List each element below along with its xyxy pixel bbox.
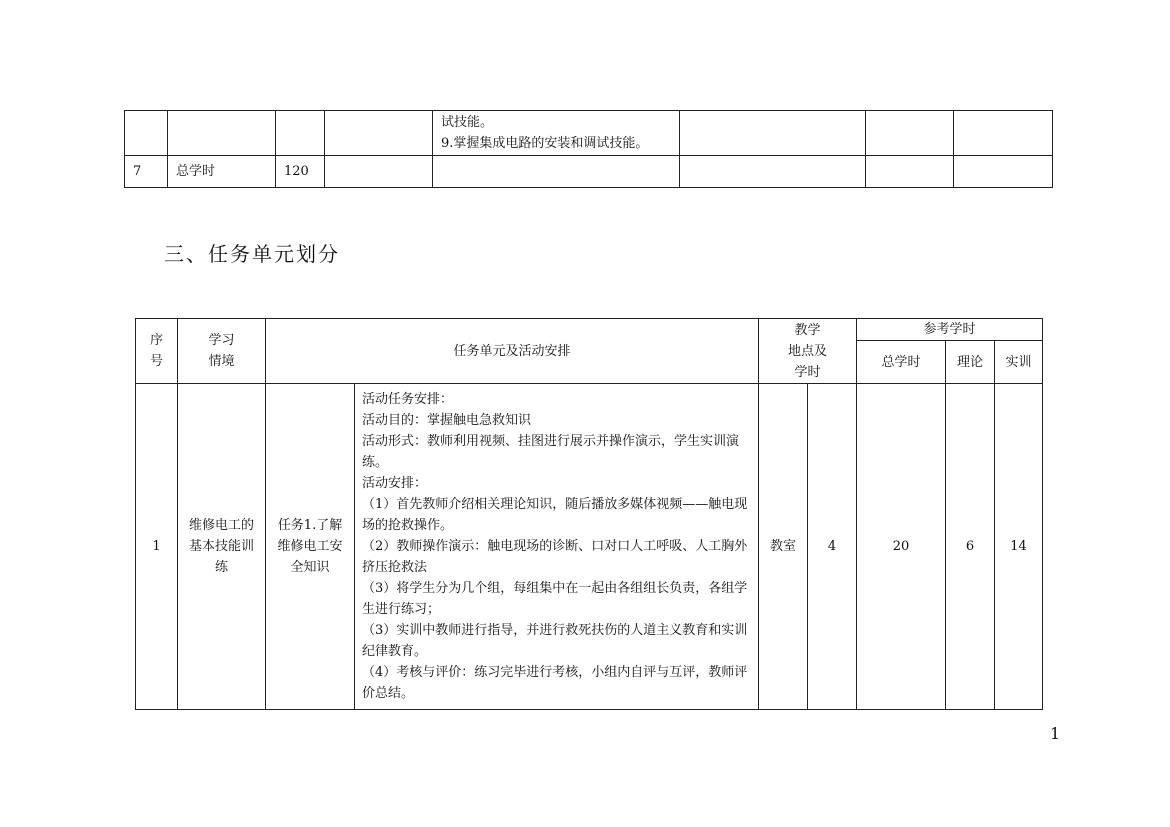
learning-context: 维修电工的基本技能训练 [178, 384, 266, 710]
activity-line: 活动目的：掌握触电急救知识 [362, 413, 532, 428]
activity-line: 活动形式：教师利用视频、挂图进行展示并操作演示，学生实训演练。 [362, 434, 740, 470]
activity-line: （4）考核与评价：练习完毕进行考核，小组内自评与互评，教师评价总结。 [362, 665, 748, 701]
page-number: 1 [1050, 724, 1061, 743]
header-ref-hours: 参考学时 [857, 319, 1043, 341]
total-hours: 20 [857, 384, 946, 710]
task-name: 任务1.了解维修电工安全知识 [266, 384, 355, 710]
ability-cell [433, 111, 680, 156]
activity-line: （3）将学生分为几个组，每组集中在一起由各组组长负责，各组学生进行练习； [362, 581, 748, 617]
header-context: 学习 情境 [178, 319, 266, 384]
row-index: 7 [125, 156, 168, 188]
total-hours-label: 总学时 [168, 156, 276, 188]
practice-hours: 14 [995, 384, 1043, 710]
location-hours: 4 [808, 384, 857, 710]
activity-line: 活动安排： [362, 476, 428, 491]
activity-line: （1）首先教师介绍相关理论知识，随后播放多媒体视频——触电现场的抢救操作。 [362, 497, 748, 533]
activity-line: （3）实训中教师进行指导，并进行救死扶伤的人道主义教育和实训纪律教育。 [362, 623, 748, 659]
header-row [136, 319, 1043, 341]
activity-line: （2）教师操作演示：触电现场的诊断、口对口人工呼吸、人工胸外挤压抢救法 [362, 539, 748, 575]
ability-line: 试技能。 [441, 115, 494, 130]
location: 教室 [759, 384, 808, 710]
previous-course-table [124, 110, 1053, 188]
activity-line: 活动任务安排： [362, 392, 454, 407]
table-row [136, 384, 1043, 710]
section-heading: 三、任务单元划分 [164, 242, 340, 266]
header-practice: 实训 [995, 341, 1043, 384]
table-row [125, 156, 1053, 188]
ability-line: 9.掌握集成电路的安装和调试技能。 [441, 136, 649, 151]
header-theory: 理论 [946, 341, 995, 384]
theory-hours: 6 [946, 384, 995, 710]
header-tasks: 任务单元及活动安排 [266, 319, 759, 384]
total-hours-value: 120 [276, 156, 325, 188]
activity-cell [355, 384, 759, 710]
row-index: 1 [136, 384, 178, 710]
task-unit-table [135, 318, 1043, 710]
header-total: 总学时 [857, 341, 946, 384]
header-index: 序 号 [136, 319, 178, 384]
header-location: 教学 地点及 学时 [759, 319, 857, 384]
table-row [125, 111, 1053, 156]
